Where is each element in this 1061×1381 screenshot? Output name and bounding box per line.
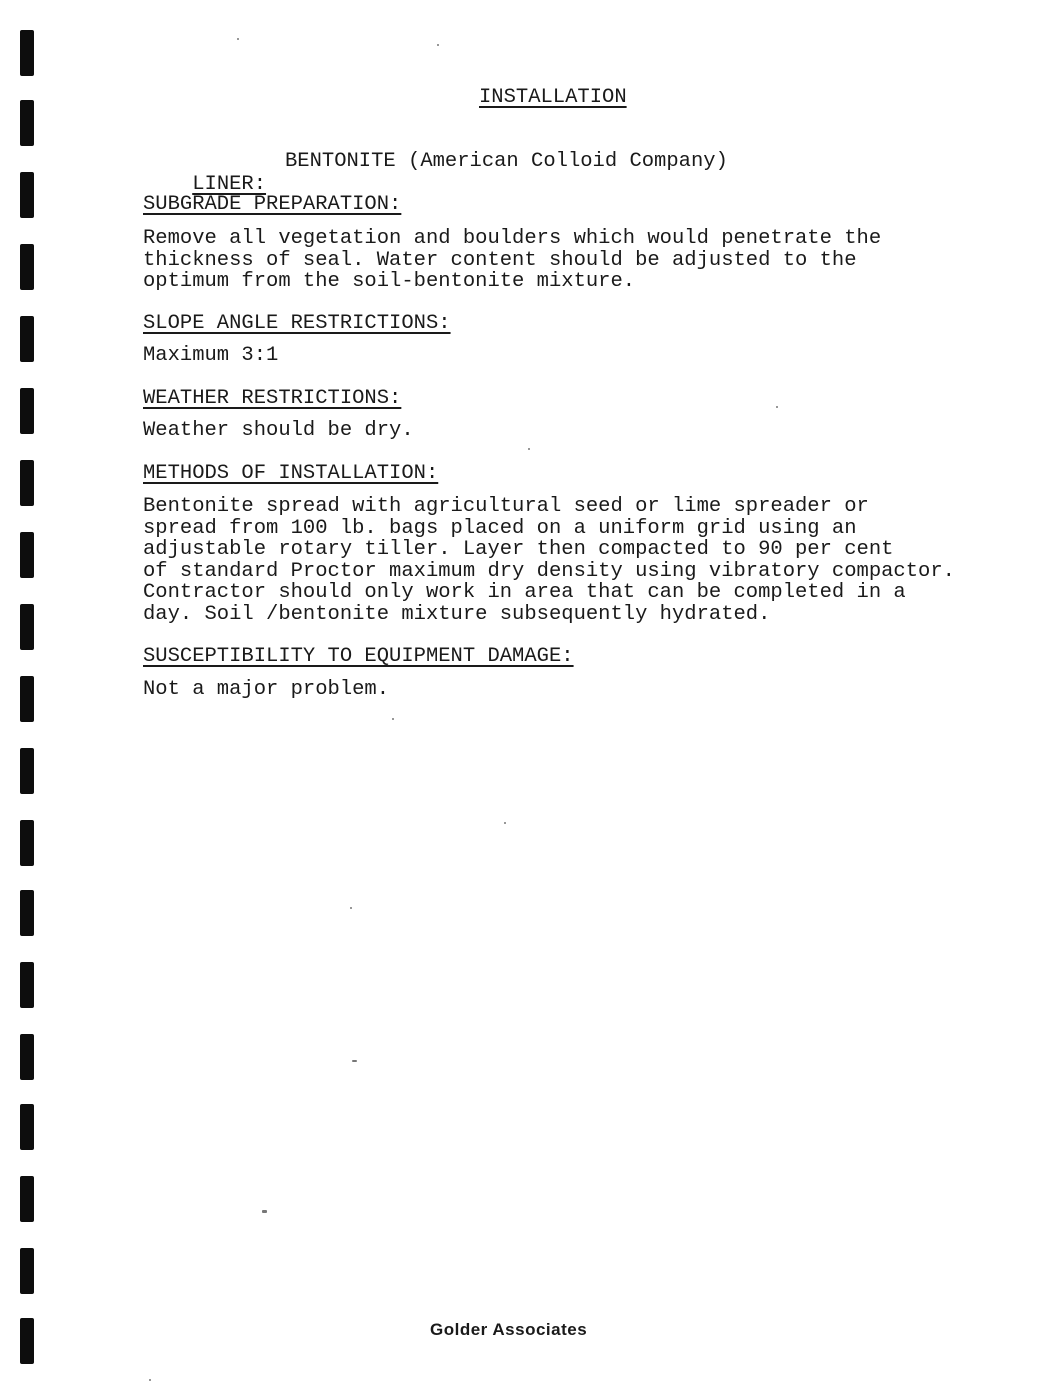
- scan-speck: [262, 1210, 267, 1213]
- section-heading-methods: METHODS OF INSTALLATION:: [143, 462, 439, 485]
- section-heading-slope: SLOPE ANGLE RESTRICTIONS:: [143, 312, 451, 335]
- punch-mark: [20, 890, 34, 936]
- punch-mark: [20, 1176, 34, 1222]
- section-body-methods: Bentonite spread with agricultural seed or lime spreader or spread from 100 lb. bags placed on a uniform grid using an adjustable rotary tiller. Layer then compacted to 90 per cent of standard Proctor maximum dry density using vibratory compactor. Contractor should only work in area that can be completed in a day. Soil /bentonite mixture subsequently hydrated.: [143, 495, 955, 626]
- punch-mark: [20, 820, 34, 866]
- punch-mark: [20, 172, 34, 218]
- liner-value: BENTONITE (American Colloid Company): [285, 150, 728, 173]
- page-title: INSTALLATION: [479, 86, 627, 109]
- liner-label: LINER:: [192, 173, 267, 196]
- scan-speck: [350, 907, 352, 909]
- section-heading-subgrade: SUBGRADE PREPARATION:: [143, 193, 402, 216]
- punch-mark: [20, 388, 34, 434]
- section-heading-weather: WEATHER RESTRICTIONS:: [143, 387, 402, 410]
- punch-mark: [20, 100, 34, 146]
- scan-speck: [528, 448, 530, 450]
- punch-mark: [20, 244, 34, 290]
- scan-speck: [237, 38, 239, 40]
- punch-mark: [20, 676, 34, 722]
- scan-speck: [392, 718, 394, 720]
- section-body-subgrade: Remove all vegetation and boulders which would penetrate the thickness of seal. Water content should be adjusted to the optimum from the soil-bentonite mixture.: [143, 227, 882, 293]
- punch-mark: [20, 1248, 34, 1294]
- punch-mark: [20, 1318, 34, 1364]
- scan-speck: [352, 1060, 357, 1062]
- punch-mark: [20, 30, 34, 76]
- section-body-susceptibility: Not a major problem.: [143, 678, 390, 701]
- section-heading-susceptibility: SUSCEPTIBILITY TO EQUIPMENT DAMAGE:: [143, 645, 574, 668]
- section-body-weather: Weather should be dry.: [143, 419, 414, 442]
- scan-speck: [776, 406, 778, 408]
- punch-mark: [20, 748, 34, 794]
- punch-mark: [20, 962, 34, 1008]
- company-footer: Golder Associates: [430, 1320, 588, 1339]
- punch-mark: [20, 1104, 34, 1150]
- punch-mark: [20, 316, 34, 362]
- punch-mark: [20, 532, 34, 578]
- scan-speck: [504, 822, 506, 824]
- punch-mark: [20, 604, 34, 650]
- scan-speck: [437, 44, 439, 46]
- punch-mark: [20, 460, 34, 506]
- punch-hole-strip: [20, 0, 36, 1380]
- section-body-slope: Maximum 3:1: [143, 344, 279, 367]
- punch-mark: [20, 1034, 34, 1080]
